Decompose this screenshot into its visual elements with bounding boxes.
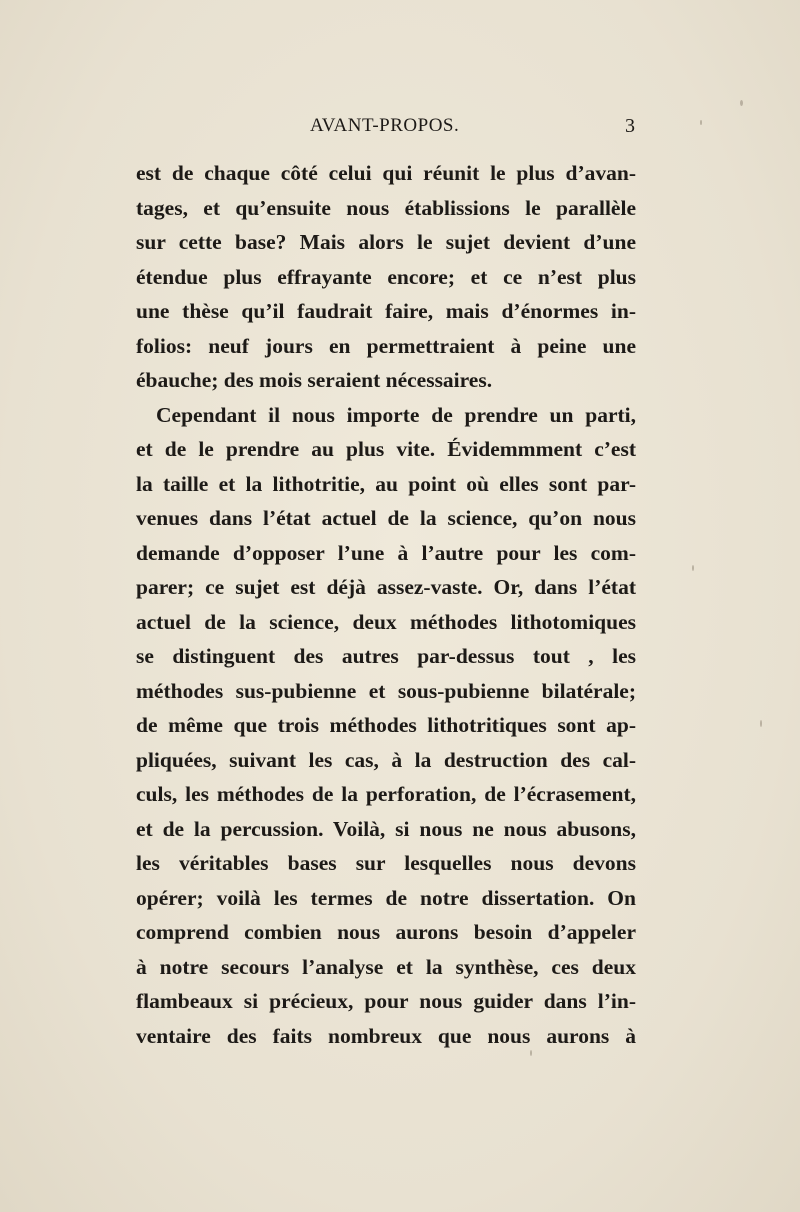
- text-line: de même que trois méthodes lithotritiques sont ap-: [136, 713, 636, 737]
- paper-speck: [740, 100, 743, 106]
- paper-speck: [700, 120, 702, 125]
- paper-speck: [530, 1050, 532, 1056]
- running-title: AVANT-PROPOS.: [310, 115, 460, 136]
- text-line: à notre secours l’analyse et la synthèse, ces deux: [136, 954, 636, 979]
- text-line: folios: neuf jours en permettraient à peine une: [136, 333, 636, 358]
- text-line: demande d’opposer l’une à l’autre pour les com-: [136, 540, 636, 565]
- text-line: étendue plus effrayante encore; et ce n’est plus: [136, 264, 636, 289]
- text-line: se distinguent des autres par-dessus tout , les: [136, 644, 636, 668]
- text-line: la taille et la lithotritie, au point où elles sont par-: [136, 471, 636, 496]
- text-line: pliquées, suivant les cas, à la destruction des cal-: [136, 747, 636, 772]
- text-line: tages, et qu’ensuite nous établissions le parallèle: [136, 195, 636, 220]
- text-line: culs, les méthodes de la perforation, de l’écrasement,: [136, 782, 636, 806]
- text-line: actuel de la science, deux méthodes lithotomiques: [136, 609, 636, 634]
- text-line: une thèse qu’il faudrait faire, mais d’énormes in-: [136, 299, 636, 323]
- text-line: sur cette base? Mais alors le sujet devient d’une: [136, 230, 636, 254]
- text-line: et de le prendre au plus vite. Évidemmment c’est: [136, 437, 636, 461]
- text-line: Cependant il nous importe de prendre un parti,: [156, 402, 636, 427]
- text-line: parer; ce sujet est déjà assez-vaste. Or, dans l’état: [136, 575, 636, 599]
- paper-speck: [760, 720, 762, 727]
- text-line: méthodes sus-pubienne et sous-pubienne bilatérale;: [136, 678, 636, 703]
- text-line: les véritables bases sur lesquelles nous devons: [136, 851, 636, 875]
- paper-speck: [692, 565, 694, 571]
- text-line: ventaire des faits nombreux que nous aurons à: [136, 1023, 636, 1048]
- text-line: venues dans l’état actuel de la science, qu’on nous: [136, 506, 636, 530]
- body-text: [136, 156, 636, 1053]
- page-header: [135, 115, 635, 145]
- text-line: flambeaux si précieux, pour nous guider dans l’in-: [136, 989, 636, 1013]
- text-line: comprend combien nous aurons besoin d’appeler: [136, 920, 636, 944]
- text-line: et de la percussion. Voilà, si nous ne nous abusons,: [136, 816, 636, 841]
- text-line: ébauche; des mois seraient nécessaires.: [136, 368, 493, 392]
- text-line: est de chaque côté celui qui réunit le plus d’avan-: [136, 161, 636, 185]
- page-number: 3: [625, 115, 635, 137]
- text-line: opérer; voilà les termes de notre dissertation. On: [136, 885, 636, 910]
